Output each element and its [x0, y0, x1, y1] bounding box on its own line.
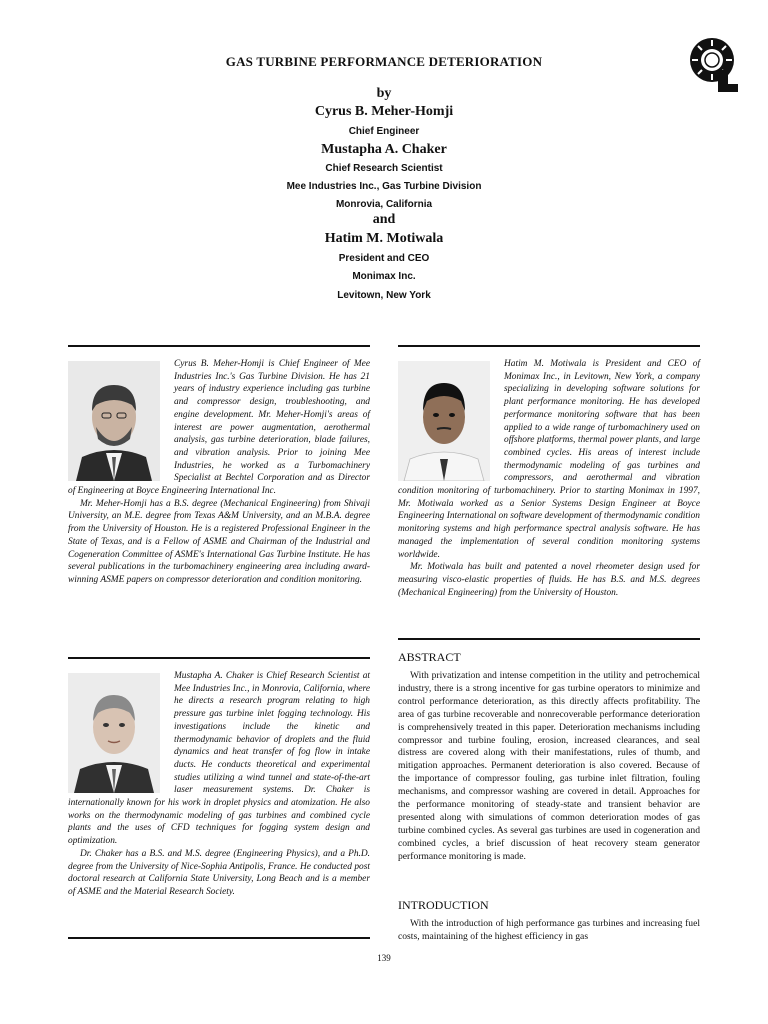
author-location-2: Monrovia, California [335, 199, 433, 210]
author-affiliation-2: Mee Industries Inc., Gas Turbine Division [286, 181, 482, 192]
bio-meher-homji-p2: Mr. Meher-Homji has a B.S. degree (Mechanical Engineering) from Shivaji University, an M.E. degree from Texas A&M University, and an M.B.A. degree from the University of Houston. He is a registered Professional Engineer in the State of Texas, and is a Fellow of ASME and Chairman of the Industrial and Cogeneration Committee of ASME's International Gas Turbine Institute. He has several publications in the turbomachinery engineering area including award-winning ASME papers on compressor deterioration and condition monitoring. [68, 498, 370, 585]
abstract-heading: ABSTRACT [398, 650, 461, 664]
bio-rule-mid-left [68, 657, 370, 659]
portrait-image-icon [398, 361, 490, 481]
abstract-text: With privatization and intense competition in the utility and petrochemical industry, there is a strong incentive for gas turbine operators to minimize and control performance deterioration, as this directly affects profitability. The area of gas turbine recoverable and nonrecoverable performance deterioration is comprehensively treated in this paper. Deterioration mechanisms including compressor and turbine fouling, erosion, increased clearances, and seal distress are covered along with their manifestations, rules of thumb, and mitigation approaches. Permanent deterioration is also covered. Because of the importance of compressor fouling, gas turbine inlet filtration, fouling mechanisms, and compressor washing are covered in detail. Approaches for the performance monitoring of steady-state and transient behavior are presented along with simulations of common deterioration modes of gas turbine combined cycles. As several gas turbines are used in cogeneration and combined cycles, a brief discussion of heat recovery steam generator performance monitoring is made. [398, 670, 700, 862]
bio-rule-top-left [68, 345, 370, 347]
introduction-heading: INTRODUCTION [398, 898, 489, 912]
bio-rule-mid-right [398, 638, 700, 640]
photo-meher-homji [68, 361, 160, 481]
bio-rule-bottom-left [68, 937, 370, 939]
bio-motiwala [398, 358, 700, 599]
bio-meher-homji-p1: Cyrus B. Meher-Homji is Chief Engineer of Mee Industries Inc.'s Gas Turbine Division. He has 21 years of industry experience including gas turbine and compressor design, troubleshooting, and engine development. Mr. Meher-Homji's areas of interest are power augmentation, aerothermal analysis, gas turbine deterioration, blade failures, and vibration analysis. Prior to joining Mee Industries, he worked as a Turbomachinery Specialist at Bechtel Corporation and as Director of Engineering at Boyce Engineering International Inc. [68, 359, 370, 497]
and-line: and [372, 212, 396, 227]
photo-chaker [68, 673, 160, 793]
portrait-image-icon [68, 673, 160, 793]
author-name-2: Mustapha A. Chaker [321, 142, 447, 157]
bio-meher-homji [68, 358, 370, 587]
bio-chaker-p1: Mustapha A. Chaker is Chief Research Scientist at Mee Industries Inc., in Monrovia, California, where he directs a research program relating to high pressure gas turbine inlet fogging technology. His investigations include the kinetic and thermodynamic behavior of droplets and the fluid dynamics and heat transfer of fog flow in intake ducts. He conducts theoretical and experimental studies utilizing a wind tunnel and state-of-the-art laser measurement systems. Dr. Chaker is internationally known for his work in droplet physics and atomization. He also works on the thermodynamic modeling of gas turbines and combined cycle plants and the uses of CFD techniques for fogging system design and optimization. [68, 671, 370, 847]
author-role-2: Chief Research Scientist [325, 163, 443, 174]
bio-motiwala-p2: Mr. Motiwala has built and patented a novel rheometer design used for measuring visco-elastic properties of fluids. He has B.S. and M.S. degrees (Mechanical Engineering) from the University of Houston. [398, 562, 700, 598]
author-location-3: Levitown, New York [337, 290, 431, 301]
bio-motiwala-p1: Hatim M. Motiwala is President and CEO of Monimax Inc., in Levitown, New York, a company specializing in developing software solutions for plant performance monitoring. He has developed performance monitoring software that has been applied to a wide range of turbomachinery used on offshore platforms, thermal power plants, and large combined cycles. His areas of interest include thermodynamic modeling of gas turbines and compressors, and aerothermal and vibration condition monitoring of turbomachinery. Prior to starting Monimax in 1997, Mr. Motiwala worked as a Senior Systems Design Engineer at Boyce Engineering International on software development of thermodynamic condition monitoring systems and high performance spectral analysis software. He has managed the implementation of several condition monitoring systems worldwide. [398, 359, 700, 560]
author-role-3: President and CEO [338, 253, 430, 264]
portrait-image-icon [68, 361, 160, 481]
page-number: 139 [377, 953, 391, 963]
author-name-3: Hatim M. Motiwala [324, 231, 444, 246]
paper-title: GAS TURBINE PERFORMANCE DETERIORATION [225, 54, 543, 69]
bio-chaker [68, 670, 370, 899]
turbomachinery-symposium-logo-icon [688, 34, 740, 94]
author-role-1: Chief Engineer [348, 126, 420, 137]
introduction-body [398, 918, 700, 944]
bio-rule-top-right [398, 345, 700, 347]
introduction-text: With the introduction of high performance gas turbines and increasing fuel costs, maintaining of the highest efficiency in gas [398, 918, 700, 942]
bio-chaker-p2: Dr. Chaker has a B.S. and M.S. degree (Engineering Physics), and a Ph.D. degree from the University of Nice-Sophia Antipolis, France. He conducted post doctoral research at California State University, Long Beach and is a member of ASME and the Material Research Society. [68, 848, 370, 897]
abstract-body [398, 670, 700, 864]
by-line: by [376, 86, 392, 101]
photo-motiwala [398, 361, 490, 481]
author-name-1: Cyrus B. Meher-Homji [314, 104, 454, 119]
author-affiliation-3: Monimax Inc. [352, 271, 416, 282]
